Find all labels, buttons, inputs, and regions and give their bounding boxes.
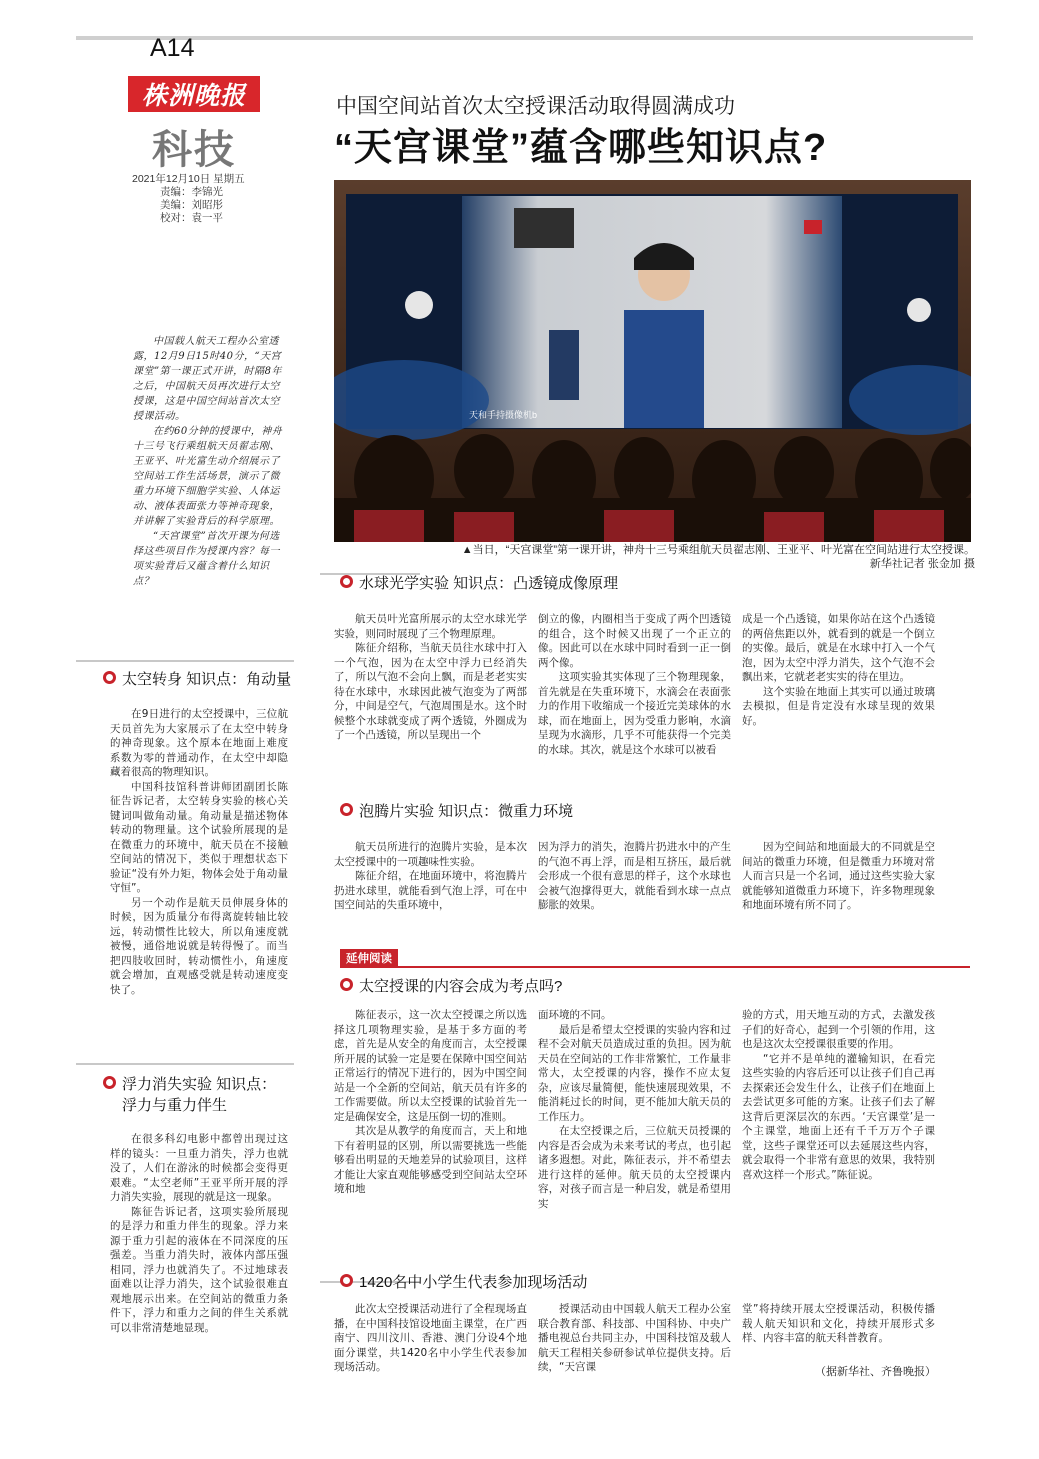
paragraph: 堂”将持续开展太空授课活动，积极传播载人航天知识和文化，持续开展形式多样、内容丰富的航天科普教育。 bbox=[742, 1303, 935, 1344]
section-heading-students bbox=[340, 1271, 960, 1292]
extended-col-1 bbox=[334, 1008, 527, 1197]
intro-paragraph: 在约60分钟的授课中，神舟十三号飞行乘组航天员翟志刚、王亚平、叶光富生动介绍展示了空间站工作生活场景，演示了微重力环境下细胞学实验、人体运动、液体表面张力等神奇现象，并讲解了实验背后的科学原理。 bbox=[133, 426, 283, 527]
proofreader-credit: 校对：袁一平 bbox=[160, 212, 223, 224]
students-col-1 bbox=[334, 1302, 527, 1375]
section-body-turn bbox=[110, 707, 288, 997]
designer-credit: 美编：刘昭彤 bbox=[160, 199, 223, 211]
bullet-icon bbox=[340, 803, 353, 816]
paragraph: 陈征介绍称，当航天员往水球中打入一个气泡，因为在太空中浮力已经消失了，所以气泡不会向上飘，而是老老实实待在水球中，水球因此被气泡变为了两部分，中间是空气，气泡周围是水。这个时候整个水球就变成了两个透镜，外圈成为了一个凸透镜，所以呈现出一个 bbox=[334, 642, 527, 741]
water-ball-col-1 bbox=[334, 612, 527, 743]
section-title: 太空授课的内容会成为考点吗? bbox=[359, 978, 563, 995]
paragraph: 在很多科幻电影中都曾出现过这样的镜头：一旦重力消失，浮力也就没了，人们在游泳的时候都会变得更艰难。“太空老师”王亚平所开展的浮力消失实验，展现的就是这一现象。 bbox=[110, 1133, 288, 1203]
bullet-icon bbox=[103, 1076, 116, 1089]
section-heading-effervescent bbox=[340, 800, 960, 821]
extended-col-3 bbox=[742, 1008, 935, 1182]
editor-credit: 责编：李锦光 bbox=[160, 186, 223, 198]
screen-camera-label: 天和手持摄像机b bbox=[469, 410, 538, 420]
paragraph: 陈征表示，这一次太空授课之所以选择这几项物理实验，是基于多方面的考虑，首先是从安全的角度而言，太空授课所开展的试验一定是要在保障中国空间站正常运行的情况下进行的，因为中国空间站是一个全新的空间站，航天员有许多的工作需要做。所以太空授课的试验首先一定是确保安全，这是压倒一切的准则。 bbox=[334, 1009, 527, 1123]
paragraph: 航天员所进行的泡腾片实验，是本次太空授课中的一项趣味性实验。 bbox=[334, 841, 527, 868]
water-ball-col-3 bbox=[742, 612, 935, 728]
bullet-icon bbox=[340, 575, 353, 588]
lecture-photo-illustration bbox=[334, 180, 971, 542]
article-kicker: 中国空间站首次太空授课活动取得圆满成功 bbox=[336, 95, 735, 118]
paragraph: 在太空授课之后，三位航天员授课的内容是否会成为未来考试的考点，也引起诸多遐想。对此，陈征表示，并不希望去进行这样的延伸。航天员的太空授课内容，对孩子而言是一种启发，就是希望用实 bbox=[538, 1125, 731, 1210]
paragraph: 此次太空授课活动进行了全程现场直播，在中国科技馆设地面主课堂，在广西南宁、四川汶川、香港、澳门分设4个地面分课堂，共1420名中小学生代表参加现场活动。 bbox=[334, 1303, 527, 1373]
extended-reading-tag: 延伸阅读 bbox=[340, 949, 398, 967]
bullet-icon bbox=[103, 671, 116, 684]
bullet-icon bbox=[340, 1274, 353, 1287]
intro-paragraph: “天宫课堂”首次开课为何选择这些项目作为授课内容？每一项实验背后又蕴含着什么知识点？ bbox=[133, 531, 280, 587]
paragraph: 成是一个凸透镜，如果你站在这个凸透镜的两倍焦距以外，就看到的就是一个倒立的实像。最后，就是在水球中打入一个气泡，因为太空中浮力消失，这个气泡不会飘出来，它就老老实实的待在里边。 bbox=[742, 613, 935, 683]
section-title-line: 浮力消失实验 知识点： bbox=[122, 1076, 277, 1093]
paragraph: “它并不是单纯的灌输知识，在看完这些实验的内容后还可以让孩子们自己再去探索还会发生什么，让孩子们在地面上去尝试更多可能的方案。让孩子们去了解这背后更深层次的东西。‘天宫课堂’是一个主课堂，地面上还有千千万万个子课堂，这些子课堂还可以去延展这些内容，就会取得一个非常有意思的效果，我特别喜欢这样一个形式。”陈征说。 bbox=[742, 1052, 935, 1181]
effervescent-col-2 bbox=[538, 840, 731, 913]
issue-date: 2021年12月10日 星期五 bbox=[132, 173, 245, 185]
water-ball-col-2 bbox=[538, 612, 731, 757]
paragraph: 因为浮力的消失，泡腾片扔进水中的产生的气泡不再上浮，而是相互挤压，最后就会形成一个很有意思的样子，这个水球也会被气泡撑得更大，就能看到水球一点点膨胀的效果。 bbox=[538, 841, 731, 911]
photo-caption bbox=[430, 543, 975, 571]
caption-line: ▲当日，“天宫课堂”第一课开讲，神舟十三号乘组航天员翟志刚、王亚平、叶光富在空间站进行太空授课。 bbox=[461, 544, 975, 556]
paragraph: 这个实验在地面上其实可以通过玻璃去模拟，但是肯定没有水球呈现的效果好。 bbox=[742, 685, 935, 727]
students-col-3 bbox=[742, 1302, 935, 1346]
paragraph: 另一个动作是航天员伸展身体的时候，因为质量分布得离旋转轴比较远，转动惯性比较大，所以角速度就被慢，通俗地说就是转得慢了。而当把四肢收回时，转动惯性小，角速度就会增加，直观感受就是转动速度变快了。 bbox=[110, 896, 288, 996]
article-source: （据新华社、齐鲁晚报） bbox=[815, 1366, 936, 1378]
article-headline: “天宫课堂”蕴含哪些知识点? bbox=[334, 127, 828, 169]
page-number: A14 bbox=[150, 34, 195, 62]
paragraph: 陈征告诉记者，这项实验所展现的是浮力和重力伴生的现象。浮力来源于重力引起的液体在不同深度的压强差。当重力消失时，液体内部压强相同，浮力也就消失了。不过地球表面难以让浮力消失，这个试验很难直观地展示出来。在空间站的微重力条件下，浮力和重力之间的伴生关系就可以非常清楚地显现。 bbox=[110, 1205, 288, 1334]
section-heading-extended bbox=[340, 975, 960, 996]
extended-col-2 bbox=[538, 1008, 731, 1211]
article-intro bbox=[133, 334, 290, 589]
paragraph: 因为空间站和地面最大的不同就是空间站的微重力环境，但是微重力环境对常人而言只是一个名词，通过这些实验大家就能够知道微重力环境下，许多物理现象和地面环境有所不同了。 bbox=[742, 841, 935, 911]
section-title-line: 浮力与重力伴生 bbox=[122, 1097, 228, 1114]
paragraph: 验的方式，用天地互动的方式，去激发孩子们的好奇心，起到一个引领的作用，这也是这次太空授课很重要的作用。 bbox=[742, 1009, 935, 1050]
section-title: 泡腾片实验 知识点：微重力环境 bbox=[359, 803, 574, 820]
paragraph: 中国科技馆科普讲师团副团长陈征告诉记者，太空转身实验的核心关键词叫做角动量。角动量是描述物体转动的物理量。这个试验所展现的是在微重力的环境中，航天员在不接触空间站的情况下，类似于理想状态下验证“没有外力矩，物体会处于角动量守恒”。 bbox=[110, 780, 288, 894]
extended-reading-rule bbox=[340, 966, 970, 968]
section-title: 1420名中小学生代表参加现场活动 bbox=[359, 1274, 588, 1291]
paragraph: 授课活动由中国载人航天工程办公室联合教育部、科技部、中国科协、中央广播电视总台共同主办，中国科技馆及载人航天工程相关参研参试单位提供支持。后续，“天宫课 bbox=[538, 1303, 731, 1373]
section-heading-buoyancy bbox=[103, 1073, 303, 1115]
effervescent-col-1 bbox=[334, 840, 527, 913]
photo-credit: 新华社记者 张金加 摄 bbox=[869, 558, 975, 570]
section-heading-turn bbox=[103, 668, 303, 689]
students-col-2 bbox=[538, 1302, 731, 1375]
paragraph: 其次是从教学的角度而言，天上和地下有着明显的区别，所以需要挑选一些能够看出明显的天地差异的试验项目，这样才能让大家直观能够感受到空间站太空环境和地 bbox=[334, 1125, 527, 1195]
section-heading-water-ball bbox=[340, 572, 960, 593]
paragraph: 面环境的不同。 bbox=[538, 1009, 612, 1021]
top-rule bbox=[76, 36, 973, 40]
paragraph: 航天员叶光富所展示的太空水球光学实验，则同时展现了三个物理原理。 bbox=[334, 613, 527, 640]
section-title bbox=[122, 1073, 276, 1115]
bullet-icon bbox=[340, 978, 353, 991]
intro-paragraph: 中国载人航天工程办公室透露，12月9日15时40分，“天宫课堂”第一课正式开讲，时隔8年之后，中国航天员再次进行太空授课，这是中国空间站首次太空授课活动。 bbox=[133, 336, 282, 422]
paragraph: 陈征介绍，在地面环境中，将泡腾片扔进水球里，就能看到气泡上浮，可在中国空间站的失重环境中， bbox=[334, 870, 527, 911]
newspaper-logo: 株洲晚报 bbox=[128, 76, 260, 112]
effervescent-col-3 bbox=[742, 840, 935, 913]
lecture-photo bbox=[334, 180, 971, 542]
section-rule bbox=[76, 660, 294, 662]
section-title: 太空转身 知识点：角动量 bbox=[122, 671, 292, 688]
section-body-buoyancy bbox=[110, 1132, 288, 1335]
paragraph: 倒立的像，内圈相当于变成了两个凹透镜的组合，这个时候又出现了一个正立的像。因此可以在水球中同时看到一正一倒两个像。 bbox=[538, 613, 731, 669]
section-title: 水球光学实验 知识点：凸透镜成像原理 bbox=[359, 575, 619, 592]
section-rule bbox=[76, 1063, 294, 1065]
paragraph: 在9日进行的太空授课中，三位航天员首先为大家展示了在太空中转身的神奇现象。这个原本在地面上难度系数为零的普通动作，在太空中却隐藏着很高的物理知识。 bbox=[110, 708, 288, 778]
page-meta bbox=[132, 173, 245, 225]
paragraph: 最后是希望太空授课的实验内容和过程不会对航天员造成过重的负担。因为航天员在空间站的工作非常繁忙，工作量非常大，太空授课的内容，操作不应太复杂，应该尽量简便，能快速展现效果，不能消耗过长的时间，更不能加大航天员的工作压力。 bbox=[538, 1023, 731, 1123]
section-name: 科技 bbox=[152, 126, 236, 173]
paragraph: 这项实验其实体现了三个物理现象，首先就是在失重环境下，水滴会在表面张力的作用下收缩成一个接近完美球体的水球，而在地面上，因为受重力影响，水滴呈现为水滴形，几乎不可能获得一个完美的水球。其次，就是这个水球可以被看 bbox=[538, 671, 731, 756]
